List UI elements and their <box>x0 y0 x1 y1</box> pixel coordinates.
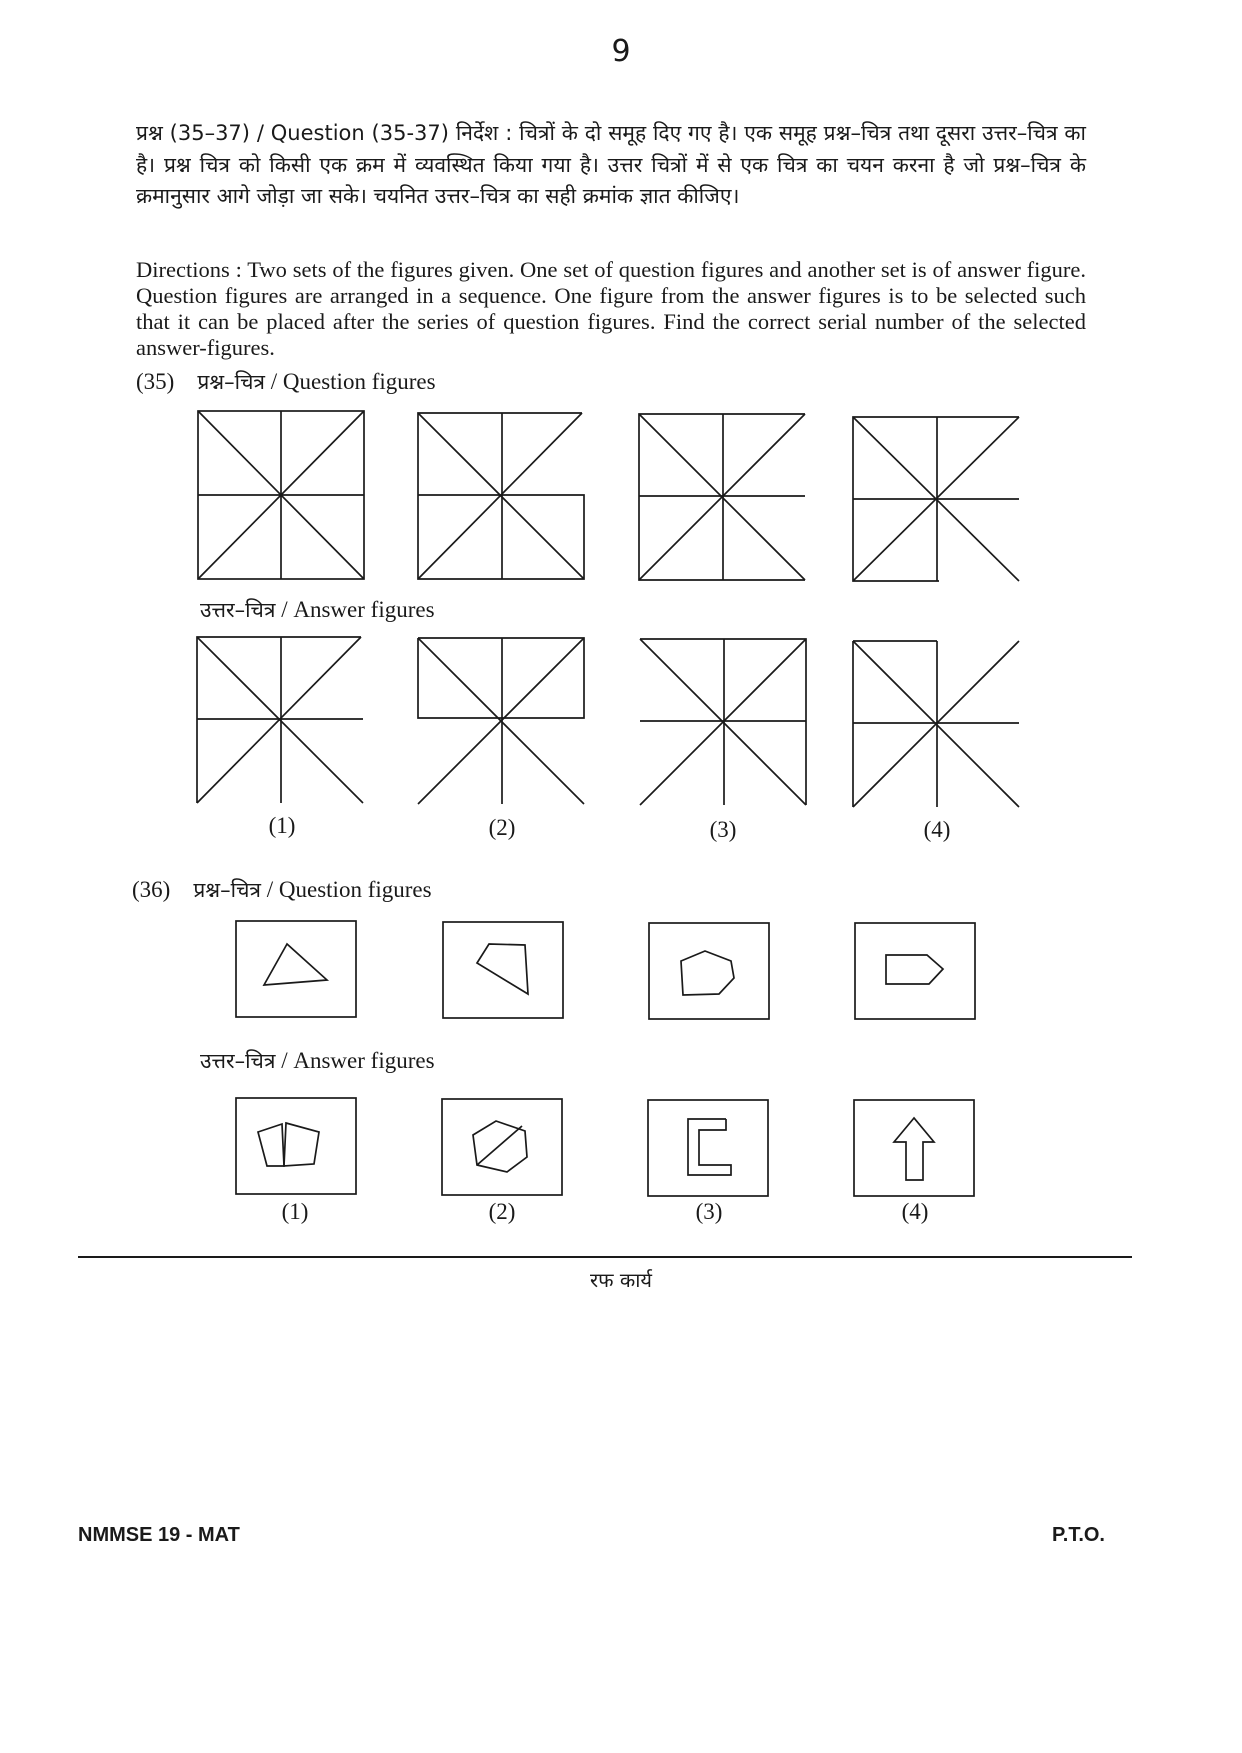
q35-answer-figure-4 <box>851 639 1023 811</box>
q35-question-figure-4 <box>851 413 1023 585</box>
q36-answer-label-hindi: उत्तर–चित्र <box>200 1049 276 1073</box>
footer-pto: P.T.O. <box>1052 1524 1105 1546</box>
q35-option-1: (1) <box>268 813 296 838</box>
q35-question-figure-3 <box>637 412 809 584</box>
q36-option-1: (1) <box>281 1199 309 1224</box>
q35-question-label-english: / Question figures <box>270 369 436 394</box>
q35-answer-label-english: / Answer figures <box>281 597 435 622</box>
q36-answer-label-english: / Answer figures <box>281 1048 435 1073</box>
q36-question-label-hindi: प्रश्न–चित्र <box>193 878 261 902</box>
q35-question-figure-2 <box>416 411 588 583</box>
q35-answer-label-hindi: उत्तर–चित्र <box>200 598 276 622</box>
q36-header <box>132 876 432 904</box>
q36-number: (36) <box>132 877 171 902</box>
q36-option-3: (3) <box>695 1199 723 1224</box>
q36-question-figure-1 <box>234 919 358 1019</box>
rough-work-label: रफ कार्य <box>589 1268 653 1292</box>
q35-option-4: (4) <box>923 817 951 842</box>
q35-answer-label <box>200 596 435 624</box>
instructions-hindi: प्रश्न (35–37) / Question (35-37) निर्देश : चित्रों के दो समूह दिए गए है। एक समूह प्रश्न–चित्र तथा दूसरा उत्तर–चित्र का है। प्रश्न चित्र को किसी एक क्रम में व्यवस्थित किया गया है। उत्तर चित्रों में से एक चित्र का चयन करना है जो प्रश्न–चित्र के क्रमानुसार आगे जोड़ा जा सके। चयनित उत्तर–चित्र का सही क्रमांक ज्ञात कीजिए। <box>136 121 1086 208</box>
q35-answer-figure-2 <box>416 636 588 808</box>
q36-question-label-english: / Question figures <box>266 877 432 902</box>
q35-question-figure-1 <box>196 409 368 582</box>
q35-answer-figure-3 <box>638 637 810 809</box>
q36-question-figure-4 <box>853 921 977 1021</box>
instructions-english: Directions : Two sets of the figures given. One set of question figures and another set is of answer figure. Question figures are arranged in a sequence. One figure from the answer figures is to be selected such that it can be placed after the series of question figures. Find the correct serial number of the selected answer-figures. <box>136 257 1086 360</box>
q36-answer-figure-2 <box>440 1097 564 1197</box>
q35-option-3: (3) <box>709 817 737 842</box>
q35-answer-figure-1 <box>195 635 367 807</box>
q35-question-label-hindi: प्रश्न–चित्र <box>197 370 265 394</box>
q35-header <box>136 368 436 396</box>
q36-question-figure-2 <box>441 920 565 1020</box>
q36-option-4: (4) <box>901 1199 929 1224</box>
q36-option-2: (2) <box>488 1199 516 1224</box>
q35-number: (35) <box>136 369 175 394</box>
page-number: 9 <box>611 34 631 69</box>
divider-line <box>78 1256 1132 1258</box>
q36-answer-figure-1 <box>234 1096 358 1196</box>
q35-option-2: (2) <box>488 815 516 840</box>
q36-answer-figure-4 <box>852 1098 976 1198</box>
q36-answer-label <box>200 1047 435 1075</box>
footer-exam-code: NMMSE 19 - MAT <box>78 1524 240 1546</box>
q36-answer-figure-3 <box>646 1098 770 1198</box>
q36-question-figure-3 <box>647 921 771 1021</box>
